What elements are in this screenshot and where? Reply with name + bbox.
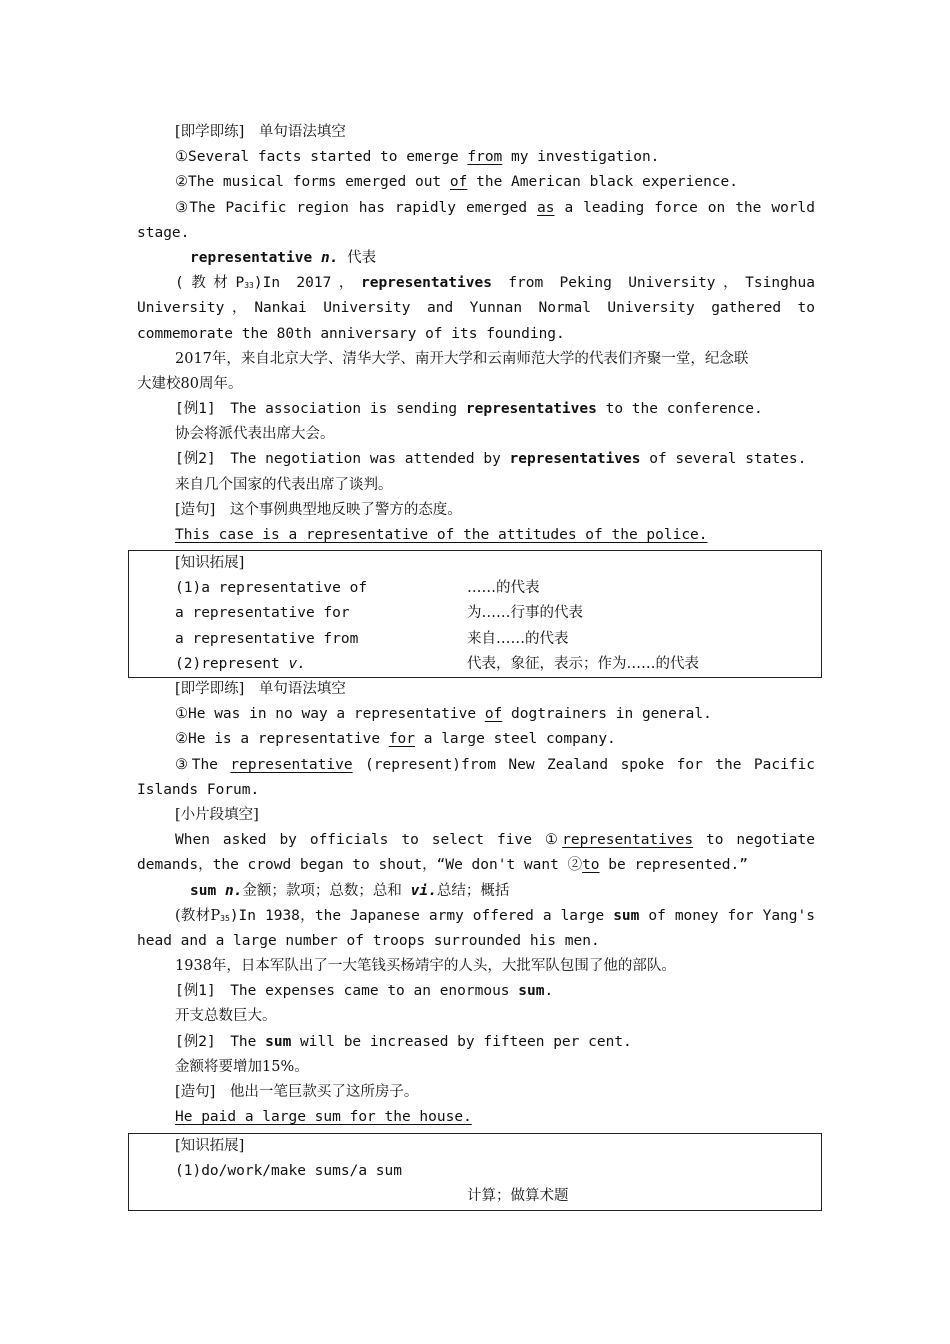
fill-passage-line2: demands，the crowd began to shout，“We don't want ②to be represented.” [137,857,748,874]
example-translation: 金额将要增加15%。 [175,1058,309,1075]
make-sentence-prompt: [造句] 他出一笔巨款买了这所房子。 [175,1084,419,1100]
example-sentence: [例2] The sum will be increased by fifteen per cent. [175,1033,632,1050]
make-sentence-answer: This case is a representative of the attitudes of the police. [175,527,708,543]
document-page-part2 [137,677,815,1130]
box-row: 计算；做算术题 [467,1188,569,1205]
example-sentence: [例1] The expenses came to an enormous sum. [175,983,554,1000]
vocab-heading: sum n.金额；款项；总数；总和 vi.总结；概括 [190,882,510,899]
translation-line: 2017年，来自北京大学、清华大学、南开大学和云南师范大学的代表们齐聚一堂，纪念联 [175,350,749,367]
example-translation: 开支总数巨大。 [175,1008,277,1025]
vocab-heading: representative n. 代表 [190,249,377,266]
knowledge-box [128,1133,822,1211]
translation-line: 1938年，日本军队出了一大笔钱买杨靖宇的人头，大批军队包围了他的部队。 [175,958,676,975]
answer-blank: as [537,199,555,216]
example-translation: 来自几个国家的代表出席了谈判。 [175,476,393,493]
answer-blank: to [582,857,600,874]
answer-blank: representatives [562,832,694,849]
drill-item-continuation: Islands Forum. [137,781,260,798]
knowledge-box [128,550,822,678]
example-sentence: [例1] The association is sending representatives to the conference. [175,401,763,418]
box-row: (1)a representative of ……的代表 [175,580,540,597]
box-title: [知识拓展] [175,555,245,571]
textbook-sentence-line2: head and a large number of troops surrounded his men. [137,932,600,949]
textbook-sentence: (教材$P_{33})In$ 2017，representatives from Peking University，Tsinghua [175,275,815,292]
translation-line: 大建校80周年。 [137,375,243,392]
drill-title: [即学即练] 单句语法填空 [175,681,346,697]
example-translation: 协会将派代表出席大会。 [175,426,335,443]
answer-blank: for [388,731,415,748]
drill-item: ③The representative (represent)from New Zealand spoke for the Pacific [175,756,815,773]
document-page [137,120,815,548]
box-row: (1)do/work/make sums/a sum [175,1163,402,1180]
answer-blank: from [467,149,503,166]
make-sentence-prompt: [造句] 这个事例典型地反映了警方的态度。 [175,501,462,518]
drill-item: ③The Pacific region has rapidly emerged as a leading force on the world [175,199,815,216]
textbook-sentence-line2: University，Nankai University and Yunnan Normal University gathered to [137,300,815,317]
drill-item: ②The musical forms emerged out of the American black experience. [175,174,738,191]
drill-title: [即学即练] 单句语法填空 [175,124,346,140]
answer-blank: representative [230,756,353,773]
box-title: [知识拓展] [175,1138,245,1154]
textbook-sentence-line3: commemorate the 80th anniversary of its founding. [137,325,565,342]
drill-item: ②He is a representative for a large steel company. [175,731,616,748]
make-sentence-answer: He paid a large sum for the house. [175,1109,472,1126]
drill-item: ①He was in no way a representative of dogtrainers in general. [175,706,712,723]
box-row: a representative from 来自……的代表 [175,630,569,647]
fill-title: [小片段填空] [175,806,259,823]
box-row: a representative for 为……行事的代表 [175,605,583,622]
box-row: (2)represent v. 代表，象征，表示；作为……的代表 [175,655,699,672]
answer-blank: of [449,174,468,191]
drill-item-continuation: stage. [137,224,190,241]
example-sentence: [例2] The negotiation was attended by representatives of several states. [175,451,807,468]
answer-blank: of [484,706,503,723]
drill-item: ①Several facts started to emerge from my investigation. [175,149,660,166]
textbook-sentence: (教材$P_{35})In$ 1938，the Japanese army offered a large sum of money for Yang's [175,907,815,924]
fill-passage: When asked by officials to select five ①representatives to negotiate [175,832,815,849]
